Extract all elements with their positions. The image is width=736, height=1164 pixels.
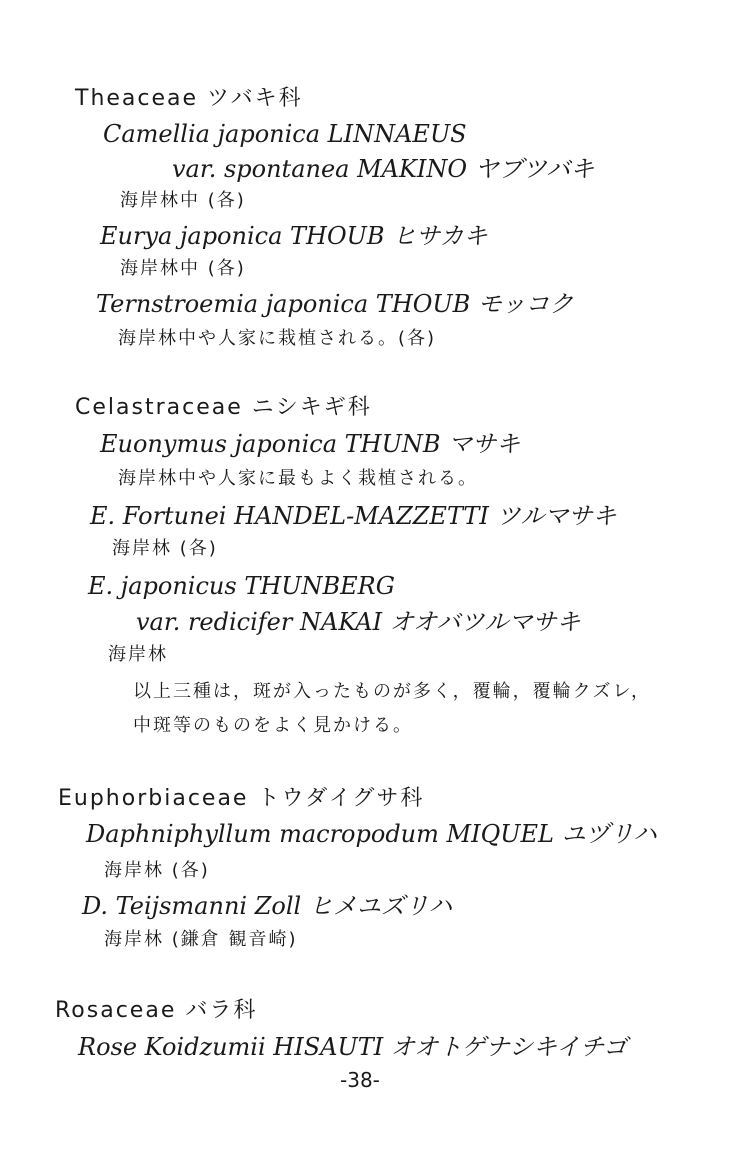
family-heading-theaceae: Theaceae ツバキ科 xyxy=(75,86,303,111)
habitat-note: 海岸林中 (各) xyxy=(120,258,246,279)
species-e-fortunei: E. Fortunei HANDEL-MAZZETTI ツルマサキ xyxy=(90,502,617,530)
species-rose-koidzumii: Rose Koidzumii HISAUTI オオトゲナシキイチゴ xyxy=(78,1033,628,1061)
habitat-note: 海岸林中や人家に栽植される。(各) xyxy=(118,328,437,349)
habitat-note: 海岸林中 (各) xyxy=(120,190,246,211)
habitat-note: 海岸林中や人家に最もよく栽植される。 xyxy=(118,468,478,489)
species-eurya-japonica: Eurya japonica THOUB ヒサカキ xyxy=(100,222,488,250)
variety-spontanea: var. spontanea MAKINO ヤブツバキ xyxy=(172,155,595,183)
page-number: -38- xyxy=(340,1068,380,1092)
species-daphniphyllum-macropodum: Daphniphyllum macropodum MIQUEL ユヅリハ xyxy=(86,820,657,848)
species-ternstroemia-japonica: Ternstroemia japonica THOUB モッコク xyxy=(96,290,574,318)
species-e-japonicus: E. japonicus THUNBERG xyxy=(88,572,395,600)
remark-line: 以上三種は，斑が入ったものが多く，覆輪，覆輪クズレ， xyxy=(133,681,652,702)
habitat-note: 海岸林 (各) xyxy=(104,860,210,881)
species-d-teijsmanni: D. Teijsmanni Zoll ヒメユズリハ xyxy=(82,892,453,920)
family-heading-celastraceae: Celastraceae ニシキギ科 xyxy=(75,395,372,420)
habitat-note: 海岸林 (鎌倉 観音崎) xyxy=(104,929,298,950)
variety-redicifer: var. redicifer NAKAI オオバツルマサキ xyxy=(136,608,581,636)
family-heading-euphorbiaceae: Euphorbiaceae トウダイグサ科 xyxy=(58,786,425,811)
remark-line: 中斑等のものをよく見かける。 xyxy=(133,715,413,736)
family-heading-rosaceae: Rosaceae バラ科 xyxy=(55,998,258,1023)
habitat-note: 海岸林 (各) xyxy=(112,538,218,559)
species-euonymus-japonica: Euonymus japonica THUNB マサキ xyxy=(100,430,521,458)
species-camellia-japonica: Camellia japonica LINNAEUS xyxy=(103,120,467,148)
habitat-note: 海岸林 xyxy=(108,644,168,665)
